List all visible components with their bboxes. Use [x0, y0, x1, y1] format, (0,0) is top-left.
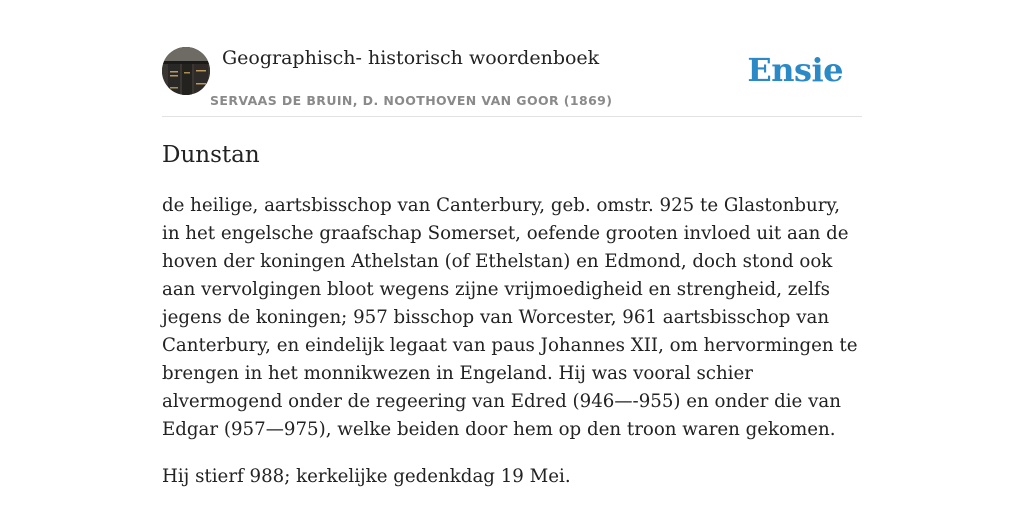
entry-paragraph: de heilige, aartsbisschop van Canterbury, geb. omstr. 925 te Glastonbury, in het engelsche graafschap Somerset, oefende grooten invloed uit aan de hoven der koningen Athelstan (of Ethelstan) en Edmond, doch stond ook aan vervolgingen bloot wegens zijne vrijmoedigheid en strengheid, zelfs jegens de koningen; 957 bisschop van Worcester, 961 aartsbisschop van Canterbury, en eindelijk legaat van paus Johannes XII, om hervormingen te brengen in het monnikwezen in Engeland. Hij was vooral schier alvermogend onder de regeering van Edred (946—-955) en onder die van Edgar (957—975), welke beiden door hem op den troon waren gekomen.: [162, 195, 858, 440]
book-cover-avatar[interactable]: [162, 47, 210, 95]
ensie-logo-link[interactable]: Ensie: [747, 51, 843, 89]
book-spines-icon: [162, 47, 210, 95]
entry-paragraph: Hij stierf 988; kerkelijke gedenkdag 19 Mei.: [162, 466, 571, 487]
entry-body: [162, 192, 862, 510]
header: [162, 46, 862, 117]
book-authors: SERVAAS DE BRUIN, D. NOOTHOVEN VAN GOOR (1869): [210, 93, 613, 108]
book-title[interactable]: Geographisch- historisch woordenboek: [222, 47, 600, 69]
entry-title: Dunstan: [162, 142, 260, 168]
